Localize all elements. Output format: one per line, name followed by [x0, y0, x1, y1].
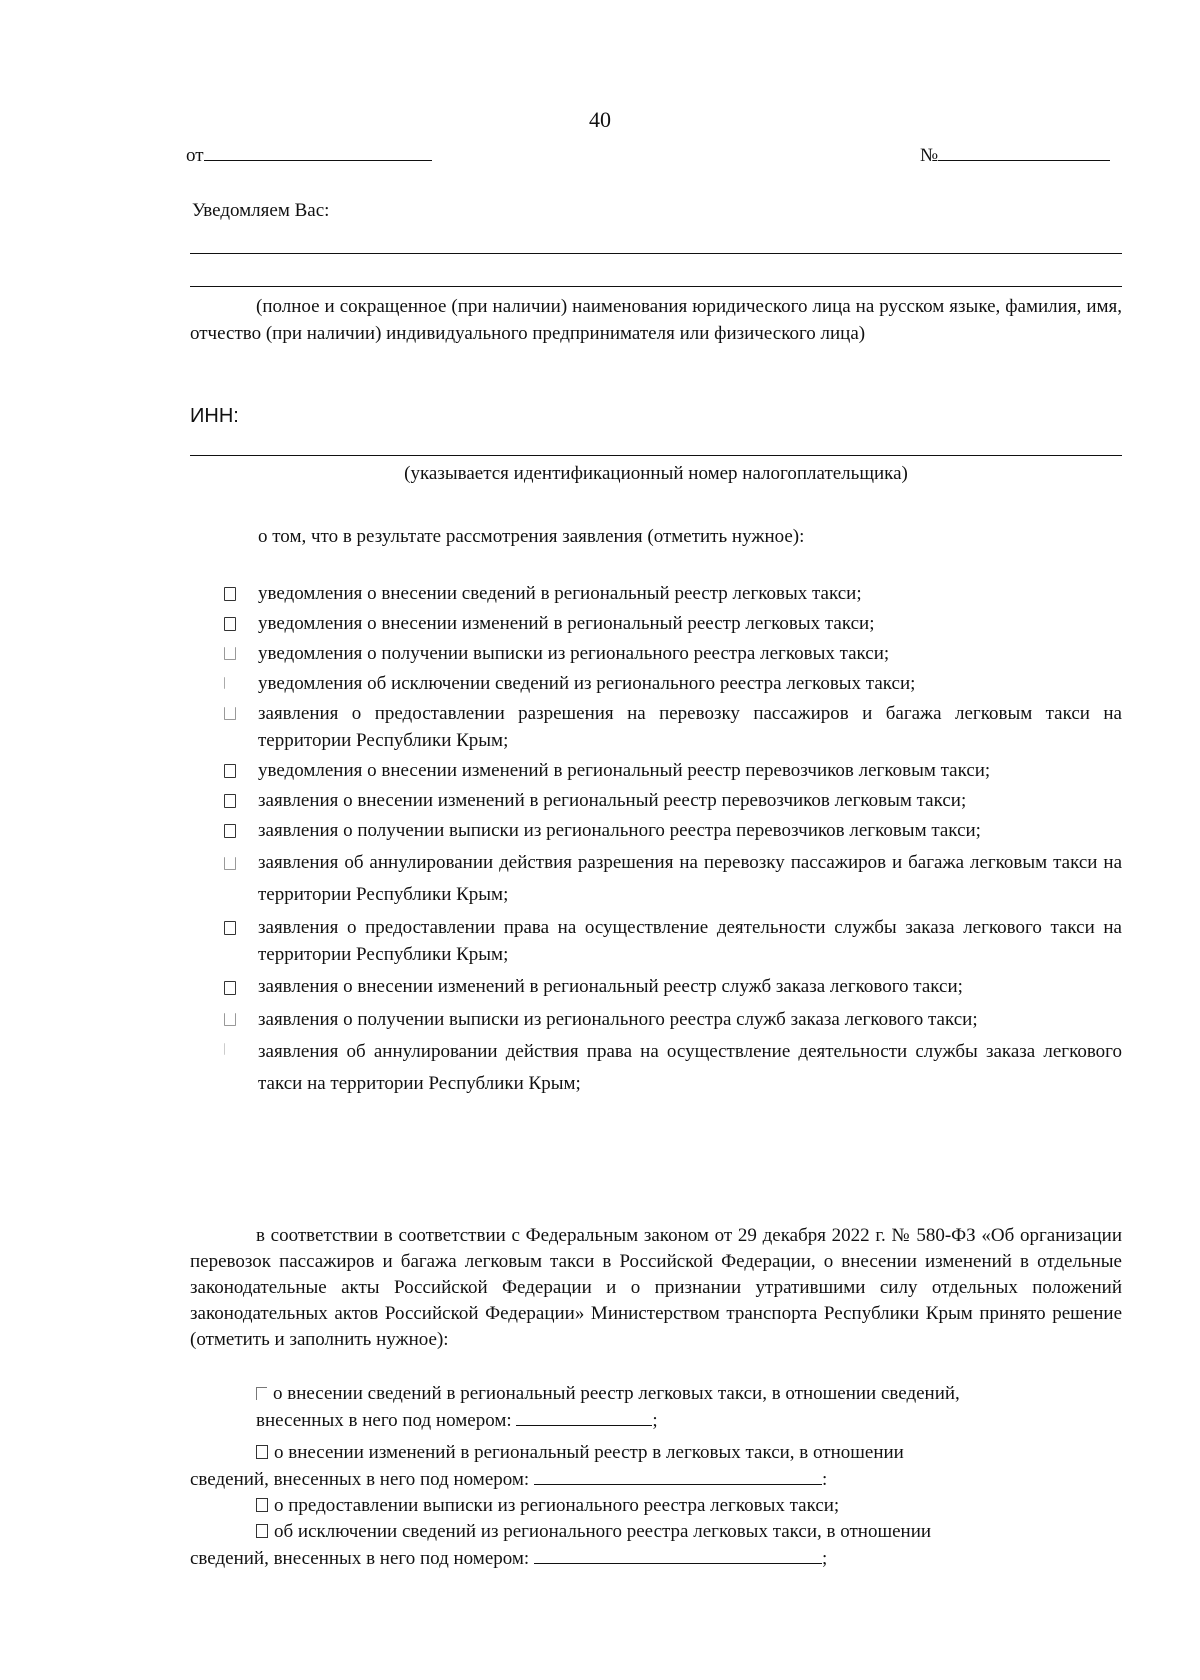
checkbox[interactable]	[256, 1524, 268, 1538]
checkbox[interactable]	[256, 1498, 268, 1512]
checkbox[interactable]	[256, 1387, 267, 1400]
application-type-checklist	[190, 580, 1122, 1103]
checklist-item: уведомления о внесении сведений в региональный реестр легковых такси;	[190, 580, 1122, 607]
checkbox[interactable]	[224, 921, 236, 935]
name-line-2	[190, 286, 1122, 287]
checklist-item: заявления об аннулировании действия права на осуществление деятельности службы заказа легкового такси на территории Республики Крым;	[190, 1036, 1122, 1100]
checklist-item: заявления о внесении изменений в региональный реестр перевозчиков легковым такси;	[190, 787, 1122, 814]
decision-option-4-number: сведений, внесенных в него под номером: ;	[190, 1545, 1122, 1572]
checklist-item: заявления о получении выписки из регионального реестра служб заказа легкового такси;	[190, 1006, 1122, 1033]
checkbox[interactable]	[256, 1445, 268, 1459]
checkbox[interactable]	[224, 857, 236, 870]
decision-option-1-number: внесенных в него под номером: ;	[190, 1407, 1122, 1434]
checkbox[interactable]	[224, 617, 236, 631]
checklist-item: заявления о предоставлении разрешения на перевозку пассажиров и багажа легковым такси на территории Республики Крым;	[190, 700, 1122, 754]
registry-number-field[interactable]	[534, 1466, 822, 1485]
name-line-1	[190, 253, 1122, 254]
decision-paragraph: в соответствии в соответствии с Федеральным законом от 29 декабря 2022 г. № 580-ФЗ «Об организации перевозок пассажиров и багажа легковым такси в Российской Федерации, о внесении изменений в отдельные законодательные акты Российской Федерации и о признании утратившими силу отдельных положений законодательных актов Российской Федерации» Министерством транспорта Республики Крым принято решение (отметить и заполнить нужное):	[190, 1225, 1122, 1350]
checkbox[interactable]	[224, 794, 236, 808]
doc-number-field	[920, 142, 1110, 169]
decision-option-3: о предоставлении выписки из регионального реестра легковых такси;	[190, 1493, 1122, 1519]
from-label: от	[186, 145, 204, 166]
checklist-item: уведомления о внесении изменений в региональный реестр легковых такси;	[190, 610, 1122, 637]
page-number: 40	[589, 107, 611, 132]
doc-number-line	[938, 142, 1110, 161]
from-date-line	[204, 142, 432, 161]
inn-caption: (указывается идентификационный номер налогоплательщика)	[404, 463, 908, 484]
name-caption: (полное и сокращенное (при наличии) наименования юридического лица на русском языке, фамилия, имя, отчество (при наличии) индивидуального предпринимателя или физического лица)	[190, 296, 1122, 344]
registry-number-field[interactable]	[516, 1407, 652, 1426]
checkbox[interactable]	[224, 587, 236, 601]
number-label: №	[920, 145, 939, 166]
notify-label: Уведомляем Вас:	[192, 200, 330, 221]
inn-label: ИНН:	[190, 405, 239, 427]
decision-option-1: о внесении сведений в региональный реестр легковых такси, в отношении сведений,	[190, 1381, 1122, 1407]
from-date-field	[186, 142, 432, 169]
checkbox[interactable]	[224, 707, 236, 720]
checklist-item: заявления об аннулировании действия разрешения на перевозку пассажиров и багажа легковым такси на территории Республики Крым;	[190, 847, 1122, 911]
checkbox[interactable]	[224, 677, 235, 689]
decision-option-4: об исключении сведений из регионального реестра легковых такси, в отношении	[190, 1519, 1122, 1545]
checkbox[interactable]	[224, 764, 236, 778]
checkbox[interactable]	[224, 981, 236, 995]
checklist-item: заявления о внесении изменений в региональный реестр служб заказа легкового такси;	[190, 971, 1122, 1003]
checklist-item: заявления о предоставлении права на осуществление деятельности службы заказа легкового такси на территории Республики Крым;	[190, 914, 1122, 968]
checklist-item: уведомления о внесении изменений в региональный реестр перевозчиков легковым такси;	[190, 757, 1122, 784]
checklist-item: уведомления об исключении сведений из регионального реестра легковых такси;	[190, 670, 1122, 697]
checkbox[interactable]	[224, 647, 236, 660]
checklist-item: уведомления о получении выписки из регионального реестра легковых такси;	[190, 640, 1122, 667]
decision-option-2-number: сведений, внесенных в него под номером: :	[190, 1466, 1122, 1493]
checklist-item: заявления о получении выписки из регионального реестра перевозчиков легковым такси;	[190, 817, 1122, 844]
about-text: о том, что в результате рассмотрения заявления (отметить нужное):	[258, 526, 805, 547]
decision-option-2: о внесении изменений в региональный реестр в легковых такси, в отношении	[190, 1440, 1122, 1466]
inn-line	[190, 455, 1122, 456]
decision-options	[190, 1381, 1122, 1572]
registry-number-field[interactable]	[534, 1545, 822, 1564]
checkbox[interactable]	[224, 824, 236, 838]
checkbox[interactable]	[224, 1013, 236, 1026]
checkbox[interactable]	[224, 1043, 235, 1055]
